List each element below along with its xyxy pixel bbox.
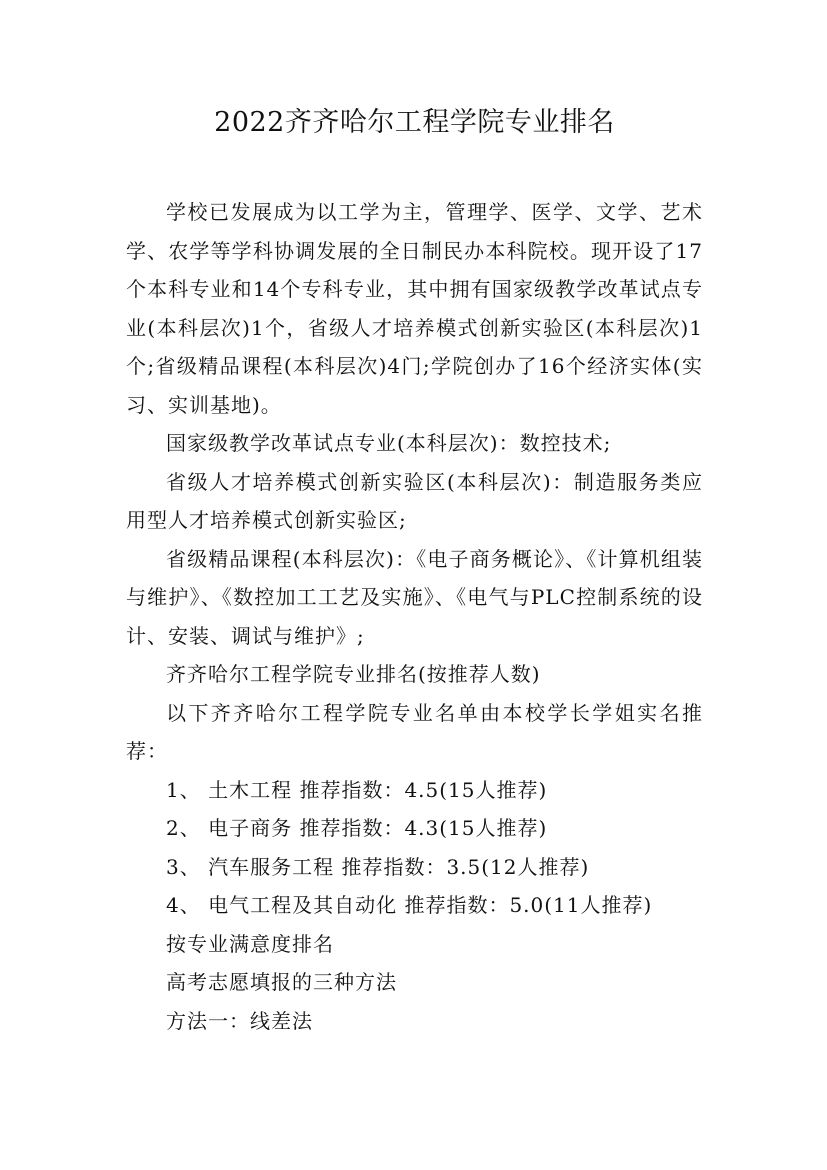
ranking-item: 2、 电子商务 推荐指数：4.3(15人推荐)	[166, 816, 548, 840]
ranking-item: 4、 电气工程及其自动化 推荐指数：5.0(11人推荐)	[166, 893, 653, 917]
ranking-heading: 齐齐哈尔工程学院专业排名(按推荐人数)	[166, 662, 541, 686]
ranking-item: 1、 土木工程 推荐指数：4.5(15人推荐)	[166, 777, 548, 802]
ranking-item: 3、 汽车服务工程 推荐指数：3.5(12人推荐)	[166, 854, 590, 879]
provincial-experiment-zone-paragraph: 省级人才培养模式创新实验区(本科层次)：制造服务类应用型人才培养模式创新实验区;	[126, 469, 703, 532]
provincial-courses-paragraph: 省级精品课程(本科层次)：《电子商务概论》、《计算机组装与维护》、《数控加工工艺及实施》、《电气与PLC控制系统的设计、安装、调试与维护》;	[126, 546, 703, 648]
application-methods-heading: 高考志愿填报的三种方法	[166, 970, 397, 994]
document-body	[126, 193, 703, 1040]
national-pilot-major-paragraph: 国家级教学改革试点专业(本科层次)：数控技术;	[166, 431, 612, 455]
satisfaction-ranking-heading: 按专业满意度排名	[166, 931, 334, 956]
method-one-heading: 方法一：线差法	[166, 1008, 313, 1033]
ranking-intro-paragraph: 以下齐齐哈尔工程学院专业名单由本校学长学姐实名推荐：	[126, 700, 703, 763]
intro-paragraph: 学校已发展成为以工学为主，管理学、医学、文学、艺术学、农学等学科协调发展的全日制民办本科院校。现开设了17个本科专业和14个专科专业，其中拥有国家级教学改革试点专业(本科层次)1个，省级人才培养模式创新实验区(本科层次)1个;省级精品课程(本科层次)4门;学院创办了16个经济实体(实习、实训基地)。	[126, 200, 703, 417]
document-title: 2022齐齐哈尔工程学院专业排名	[214, 107, 615, 138]
